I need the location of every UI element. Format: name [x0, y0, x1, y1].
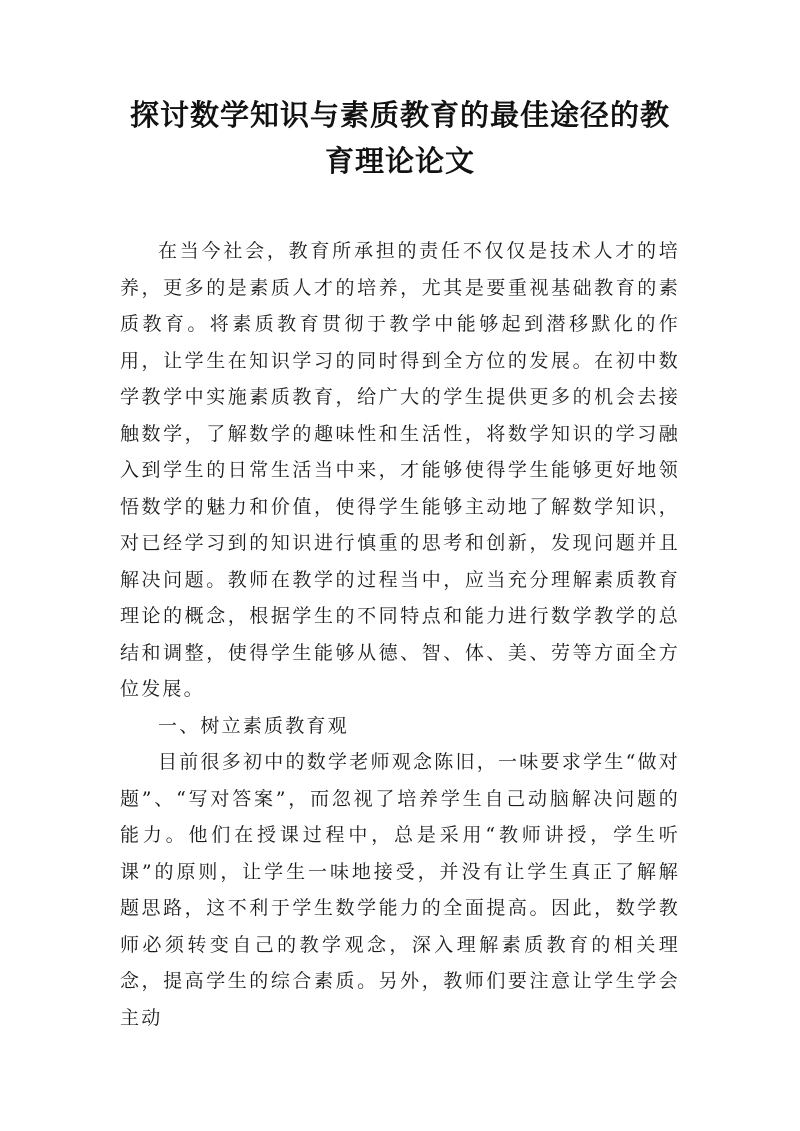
title-line-1: 探讨数学知识与素质教育的最佳途径的教 [129, 98, 670, 132]
intro-paragraph: 在当今社会，教育所承担的责任不仅仅是技术人才的培养，更多的是素质人才的培养，尤其是要重视基础教育的素质教育。将素质教育贯彻于教学中能够起到潜移默化的作用，让学生在知识学习的同时得到全方位的发展。在初中数学教学中实施素质教育，给广大的学生提供更多的机会去接触数学，了解数学的趣味性和生活性，将数学知识的学习融入到学生的日常生活当中来，才能够使得学生能够更好地领悟数学的魅力和价值，使得学生能够主动地了解数学知识，对已经学习到的知识进行慎重的思考和创新，发现问题并且解决问题。教师在教学的过程当中，应当充分理解素质教育理论的概念，根据学生的不同特点和能力进行数学教学的总结和调整，使得学生能够从德、智、体、美、劳等方面全方位发展。 [120, 240, 680, 700]
section-paragraph: 目前很多初中的数学老师观念陈旧，一味要求学生“做对题”、“写对答案”，而忽视了培养学生自己动脑解决问题的能力。他们在授课过程中，总是采用“教师讲授，学生听课”的原则，让学生一味地接受，并没有让学生真正了解解题思路，这不利于学生数学能力的全面提高。因此，数学教师必须转变自己的教学观念，深入理解素质教育的相关理念，提高学生的综合素质。另外，教师们要注意让学生学会主动 [120, 751, 680, 1029]
title-line-2: 育理论论文 [324, 144, 475, 178]
document-body [120, 233, 680, 1036]
section-heading: 一、树立素质教育观 [158, 714, 349, 737]
document-title [120, 92, 680, 184]
document-page [120, 92, 680, 1036]
